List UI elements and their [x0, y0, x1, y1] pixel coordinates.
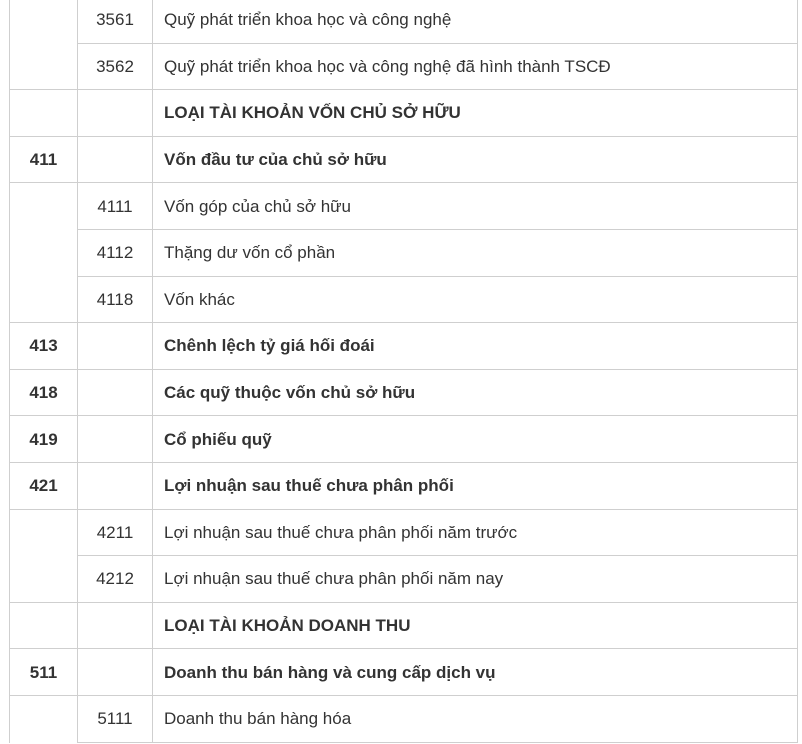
- account-name-cell: Chênh lệch tỷ giá hối đoái: [152, 323, 798, 370]
- table-row: [9, 696, 798, 743]
- sub-account-code-cell: 4211: [77, 510, 152, 557]
- account-code-cell: [9, 696, 77, 743]
- table-row: [9, 556, 798, 603]
- account-name-cell: Vốn đầu tư của chủ sở hữu: [152, 137, 798, 184]
- account-code-cell: 511: [9, 649, 77, 696]
- account-code-cell: [9, 44, 77, 91]
- sub-account-code-cell: 3562: [77, 44, 152, 91]
- account-code-cell: 419: [9, 416, 77, 463]
- account-code-cell: [9, 0, 77, 44]
- account-name-cell: Các quỹ thuộc vốn chủ sở hữu: [152, 370, 798, 417]
- table-row: [9, 230, 798, 277]
- sub-account-code-cell: [77, 649, 152, 696]
- sub-account-code-cell: 5111: [77, 696, 152, 743]
- sub-account-code-cell: 4111: [77, 183, 152, 230]
- sub-account-code-cell: 4112: [77, 230, 152, 277]
- sub-account-code-cell: 3561: [77, 0, 152, 44]
- account-name-cell: Doanh thu bán hàng và cung cấp dịch vụ: [152, 649, 798, 696]
- sub-account-code-cell: [77, 416, 152, 463]
- account-name-cell: LOẠI TÀI KHOẢN VỐN CHỦ SỞ HỮU: [152, 90, 798, 137]
- account-name-cell: Quỹ phát triển khoa học và công nghệ: [152, 0, 798, 44]
- sub-account-code-cell: [77, 90, 152, 137]
- table-row: [9, 649, 798, 696]
- table-row: [9, 183, 798, 230]
- account-code-cell: [9, 277, 77, 324]
- account-name-cell: Thặng dư vốn cổ phần: [152, 230, 798, 277]
- account-name-cell: Vốn góp của chủ sở hữu: [152, 183, 798, 230]
- account-code-cell: [9, 510, 77, 557]
- account-code-cell: 411: [9, 137, 77, 184]
- account-code-cell: [9, 603, 77, 650]
- account-code-cell: 418: [9, 370, 77, 417]
- table-row: [9, 463, 798, 510]
- account-code-cell: [9, 230, 77, 277]
- account-name-cell: Lợi nhuận sau thuế chưa phân phối: [152, 463, 798, 510]
- account-code-cell: 413: [9, 323, 77, 370]
- sub-account-code-cell: 4212: [77, 556, 152, 603]
- account-name-cell: Doanh thu bán hàng hóa: [152, 696, 798, 743]
- table-row: [9, 370, 798, 417]
- sub-account-code-cell: [77, 603, 152, 650]
- table-row: [9, 323, 798, 370]
- table-row: [9, 277, 798, 324]
- table-row: [9, 44, 798, 91]
- table-row: [9, 510, 798, 557]
- account-name-cell: Lợi nhuận sau thuế chưa phân phối năm nay: [152, 556, 798, 603]
- account-code-cell: [9, 90, 77, 137]
- account-name-cell: Lợi nhuận sau thuế chưa phân phối năm trước: [152, 510, 798, 557]
- table-row: [9, 90, 798, 137]
- account-table: [9, 0, 798, 743]
- table-row: [9, 0, 798, 44]
- account-code-cell: [9, 556, 77, 603]
- sub-account-code-cell: [77, 463, 152, 510]
- account-name-cell: Quỹ phát triển khoa học và công nghệ đã hình thành TSCĐ: [152, 44, 798, 91]
- table-row: [9, 416, 798, 463]
- sub-account-code-cell: 4118: [77, 277, 152, 324]
- account-name-cell: Cổ phiếu quỹ: [152, 416, 798, 463]
- table-row: [9, 137, 798, 184]
- account-name-cell: LOẠI TÀI KHOẢN DOANH THU: [152, 603, 798, 650]
- sub-account-code-cell: [77, 137, 152, 184]
- account-name-cell: Vốn khác: [152, 277, 798, 324]
- sub-account-code-cell: [77, 370, 152, 417]
- table-row: [9, 603, 798, 650]
- sub-account-code-cell: [77, 323, 152, 370]
- account-code-cell: [9, 183, 77, 230]
- account-code-cell: 421: [9, 463, 77, 510]
